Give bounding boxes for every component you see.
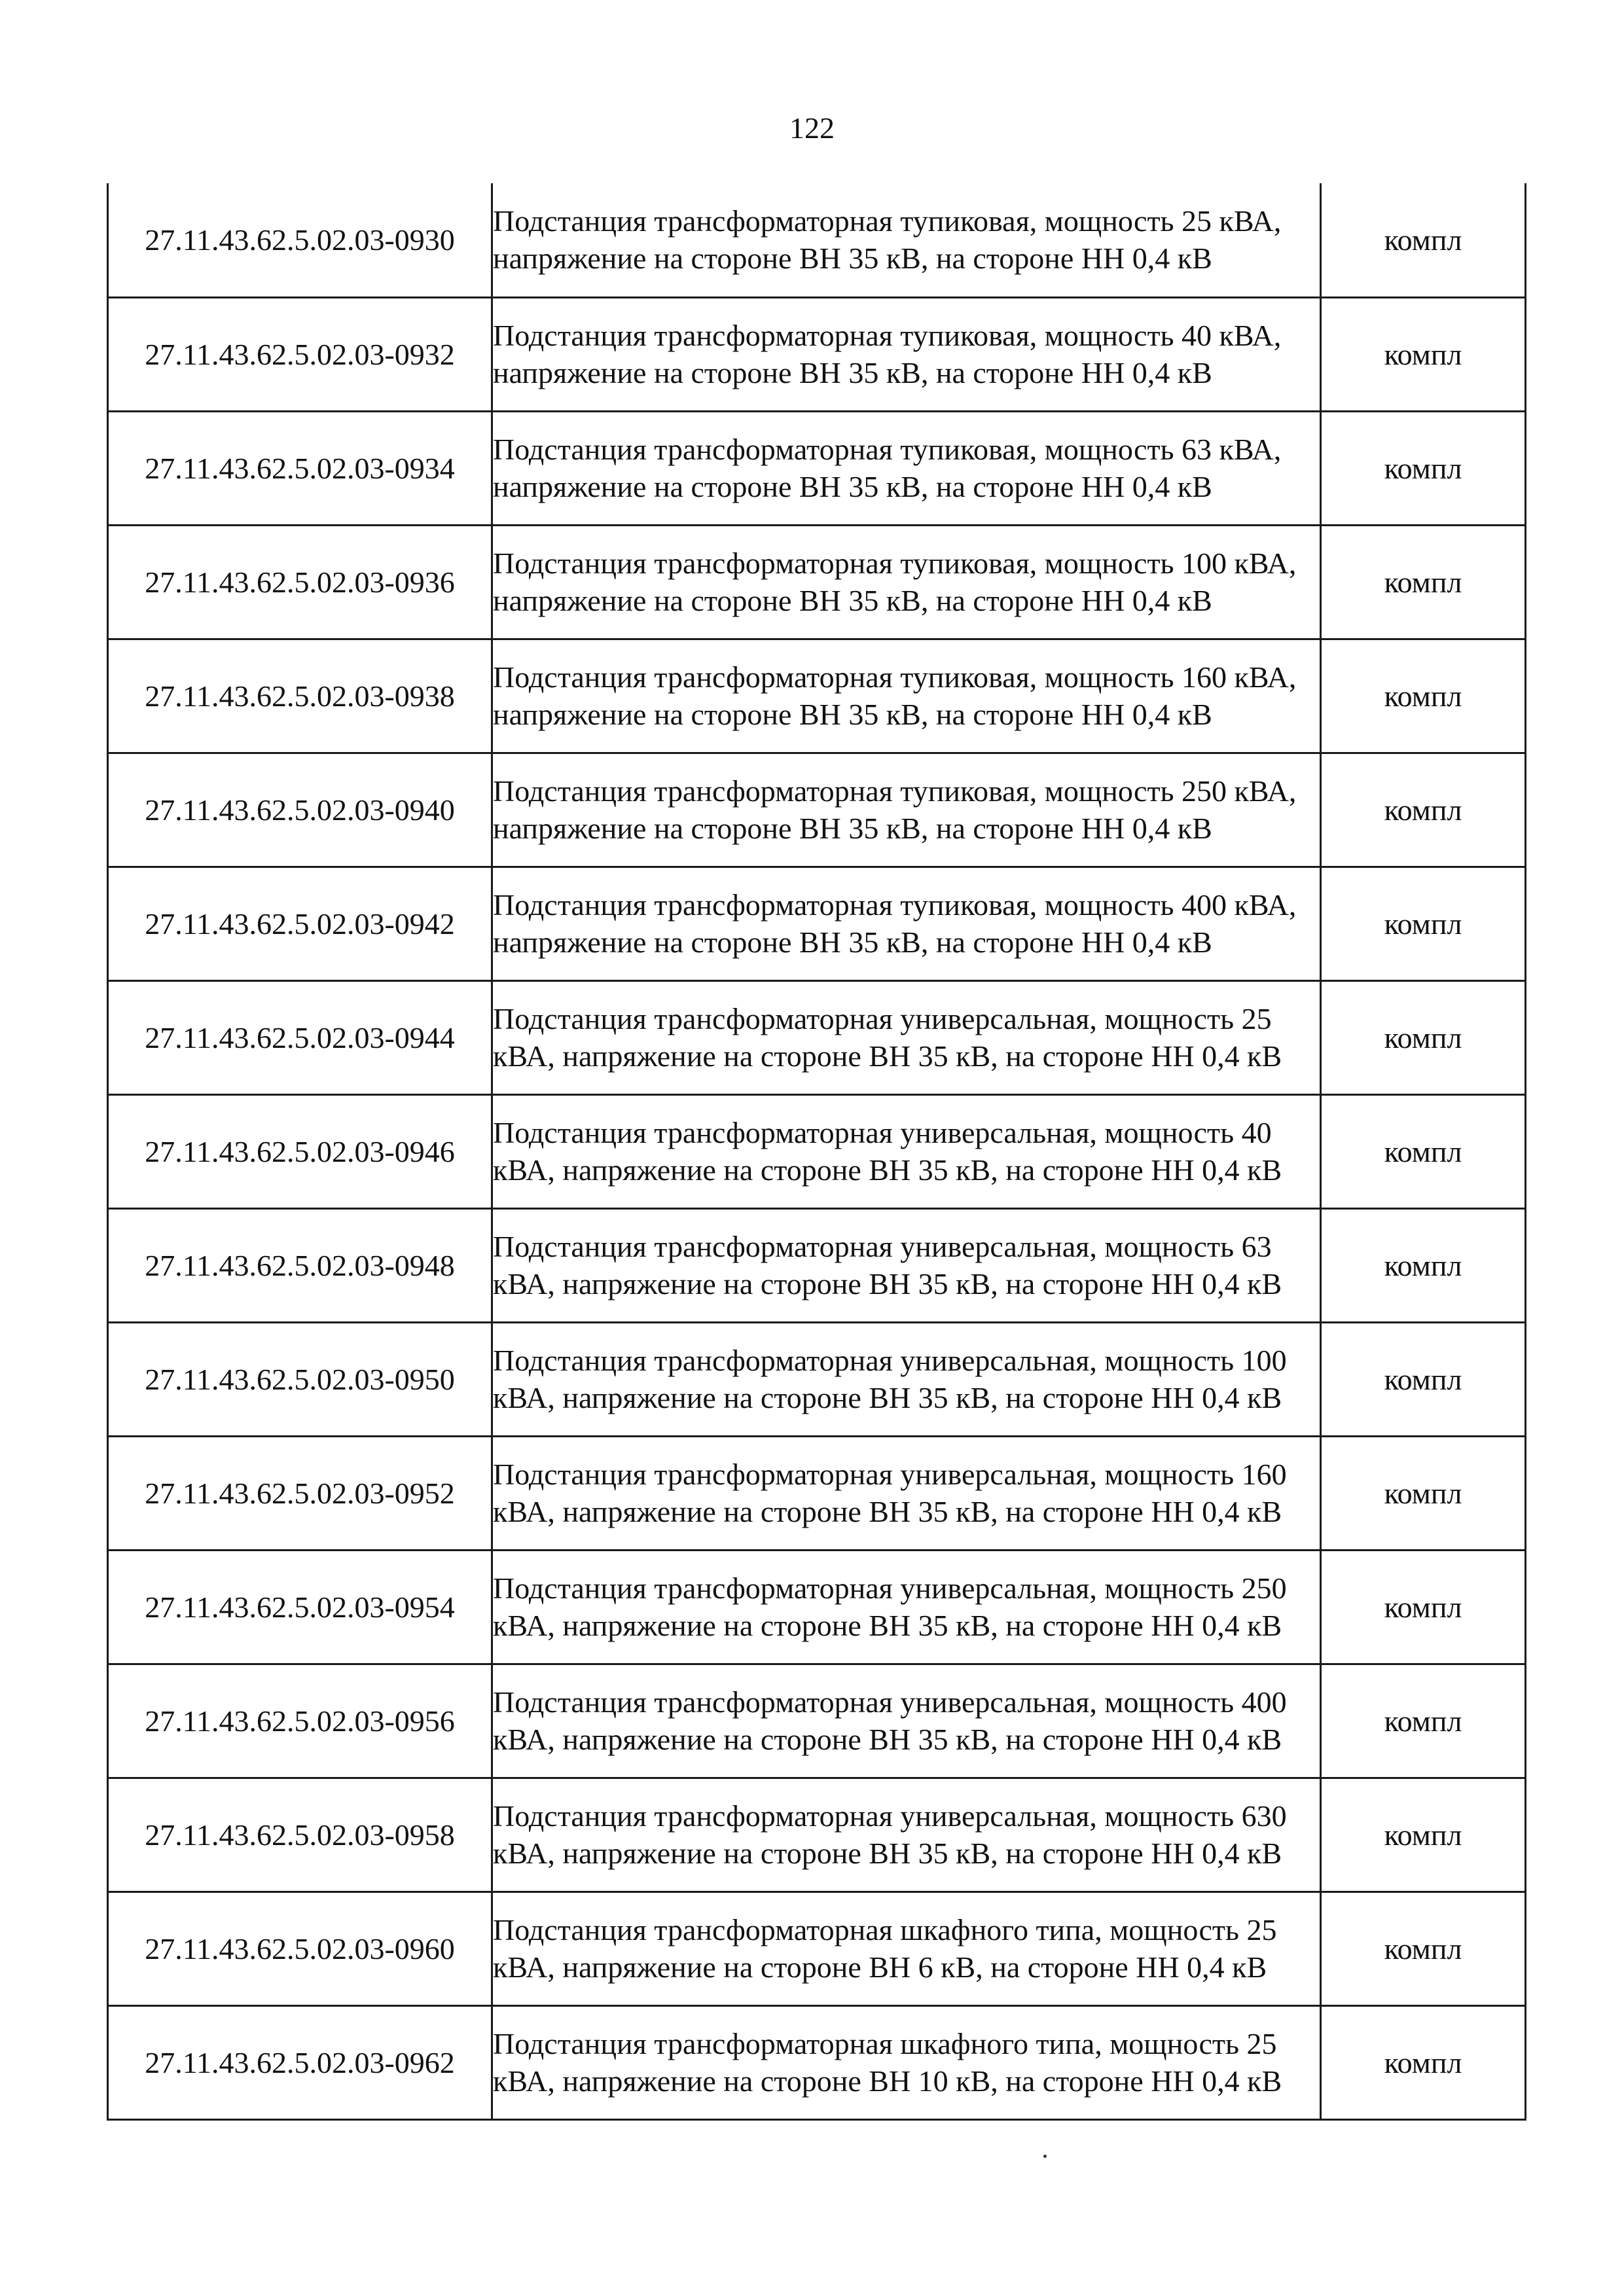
table-row (108, 411, 1526, 525)
row-code: 27.11.43.62.5.02.03-0942 (108, 867, 492, 980)
resource-table (107, 183, 1526, 2121)
row-unit: компл (1321, 1892, 1526, 2005)
row-description: Подстанция трансформаторная шкафного типа, мощность 25 кВА, напряжение на стороне ВН 6 кВ, на стороне НН 0,4 кВ (492, 1892, 1321, 2005)
row-unit: компл (1321, 1550, 1526, 1664)
row-unit: компл (1321, 1664, 1526, 1778)
row-description: Подстанция трансформаторная тупиковая, мощность 25 кВА, напряжение на стороне ВН 35 кВ, на стороне НН 0,4 кВ (492, 183, 1321, 297)
row-code: 27.11.43.62.5.02.03-0956 (108, 1664, 492, 1778)
row-unit: компл (1321, 525, 1526, 639)
table-row (108, 183, 1526, 297)
row-code: 27.11.43.62.5.02.03-0936 (108, 525, 492, 639)
page-number: 122 (789, 111, 835, 145)
table-row (108, 1892, 1526, 2005)
table-row (108, 1322, 1526, 1436)
row-code: 27.11.43.62.5.02.03-0958 (108, 1778, 492, 1892)
row-description: Подстанция трансформаторная тупиковая, мощность 400 кВА, напряжение на стороне ВН 35 кВ, на стороне НН 0,4 кВ (492, 867, 1321, 980)
row-unit: компл (1321, 411, 1526, 525)
table-row (108, 1436, 1526, 1550)
row-unit: компл (1321, 980, 1526, 1094)
row-description: Подстанция трансформаторная универсальная, мощность 63 кВА, напряжение на стороне ВН 35 кВ, на стороне НН 0,4 кВ (492, 1208, 1321, 1322)
row-code: 27.11.43.62.5.02.03-0940 (108, 753, 492, 867)
row-unit: компл (1321, 183, 1526, 297)
row-unit: компл (1321, 1778, 1526, 1892)
row-code: 27.11.43.62.5.02.03-0952 (108, 1436, 492, 1550)
row-description: Подстанция трансформаторная универсальная, мощность 400 кВА, напряжение на стороне ВН 35 кВ, на стороне НН 0,4 кВ (492, 1664, 1321, 1778)
row-description: Подстанция трансформаторная универсальная, мощность 40 кВА, напряжение на стороне ВН 35 кВ, на стороне НН 0,4 кВ (492, 1094, 1321, 1208)
row-description: Подстанция трансформаторная тупиковая, мощность 100 кВА, напряжение на стороне ВН 35 кВ, на стороне НН 0,4 кВ (492, 525, 1321, 639)
table-row (108, 1550, 1526, 1664)
row-unit: компл (1321, 867, 1526, 980)
row-description: Подстанция трансформаторная универсальная, мощность 250 кВА, напряжение на стороне ВН 35 кВ, на стороне НН 0,4 кВ (492, 1550, 1321, 1664)
row-code: 27.11.43.62.5.02.03-0950 (108, 1322, 492, 1436)
table-row (108, 980, 1526, 1094)
row-unit: компл (1321, 297, 1526, 411)
row-code: 27.11.43.62.5.02.03-0944 (108, 980, 492, 1094)
table-row (108, 1664, 1526, 1778)
table-row (108, 1208, 1526, 1322)
row-description: Подстанция трансформаторная тупиковая, мощность 250 кВА, напряжение на стороне ВН 35 кВ, на стороне НН 0,4 кВ (492, 753, 1321, 867)
row-description: Подстанция трансформаторная тупиковая, мощность 160 кВА, напряжение на стороне ВН 35 кВ, на стороне НН 0,4 кВ (492, 639, 1321, 753)
row-unit: компл (1321, 1208, 1526, 1322)
row-code: 27.11.43.62.5.02.03-0932 (108, 297, 492, 411)
row-code: 27.11.43.62.5.02.03-0960 (108, 1892, 492, 2005)
table-row (108, 2005, 1526, 2119)
row-description: Подстанция трансформаторная универсальная, мощность 160 кВА, напряжение на стороне ВН 35 кВ, на стороне НН 0,4 кВ (492, 1436, 1321, 1550)
table-row (108, 1094, 1526, 1208)
row-code: 27.11.43.62.5.02.03-0946 (108, 1094, 492, 1208)
row-description: Подстанция трансформаторная универсальная, мощность 25 кВА, напряжение на стороне ВН 35 кВ, на стороне НН 0,4 кВ (492, 980, 1321, 1094)
row-code: 27.11.43.62.5.02.03-0938 (108, 639, 492, 753)
row-code: 27.11.43.62.5.02.03-0930 (108, 183, 492, 297)
row-code: 27.11.43.62.5.02.03-0954 (108, 1550, 492, 1664)
table-row (108, 525, 1526, 639)
table-row (108, 297, 1526, 411)
row-description: Подстанция трансформаторная тупиковая, мощность 63 кВА, напряжение на стороне ВН 35 кВ, на стороне НН 0,4 кВ (492, 411, 1321, 525)
row-description: Подстанция трансформаторная шкафного типа, мощность 25 кВА, напряжение на стороне ВН 10 кВ, на стороне НН 0,4 кВ (492, 2005, 1321, 2119)
row-description: Подстанция трансформаторная тупиковая, мощность 40 кВА, напряжение на стороне ВН 35 кВ, на стороне НН 0,4 кВ (492, 297, 1321, 411)
row-unit: компл (1321, 753, 1526, 867)
row-unit: компл (1321, 1436, 1526, 1550)
row-unit: компл (1321, 2005, 1526, 2119)
scan-speck (1043, 2155, 1047, 2158)
table-row (108, 753, 1526, 867)
row-code: 27.11.43.62.5.02.03-0948 (108, 1208, 492, 1322)
table-row (108, 639, 1526, 753)
row-unit: компл (1321, 1094, 1526, 1208)
row-description: Подстанция трансформаторная универсальная, мощность 630 кВА, напряжение на стороне ВН 35 кВ, на стороне НН 0,4 кВ (492, 1778, 1321, 1892)
row-unit: компл (1321, 639, 1526, 753)
table-row (108, 1778, 1526, 1892)
table-body (108, 183, 1526, 2119)
row-description: Подстанция трансформаторная универсальная, мощность 100 кВА, напряжение на стороне ВН 35 кВ, на стороне НН 0,4 кВ (492, 1322, 1321, 1436)
row-unit: компл (1321, 1322, 1526, 1436)
row-code: 27.11.43.62.5.02.03-0962 (108, 2005, 492, 2119)
table-row (108, 867, 1526, 980)
row-code: 27.11.43.62.5.02.03-0934 (108, 411, 492, 525)
